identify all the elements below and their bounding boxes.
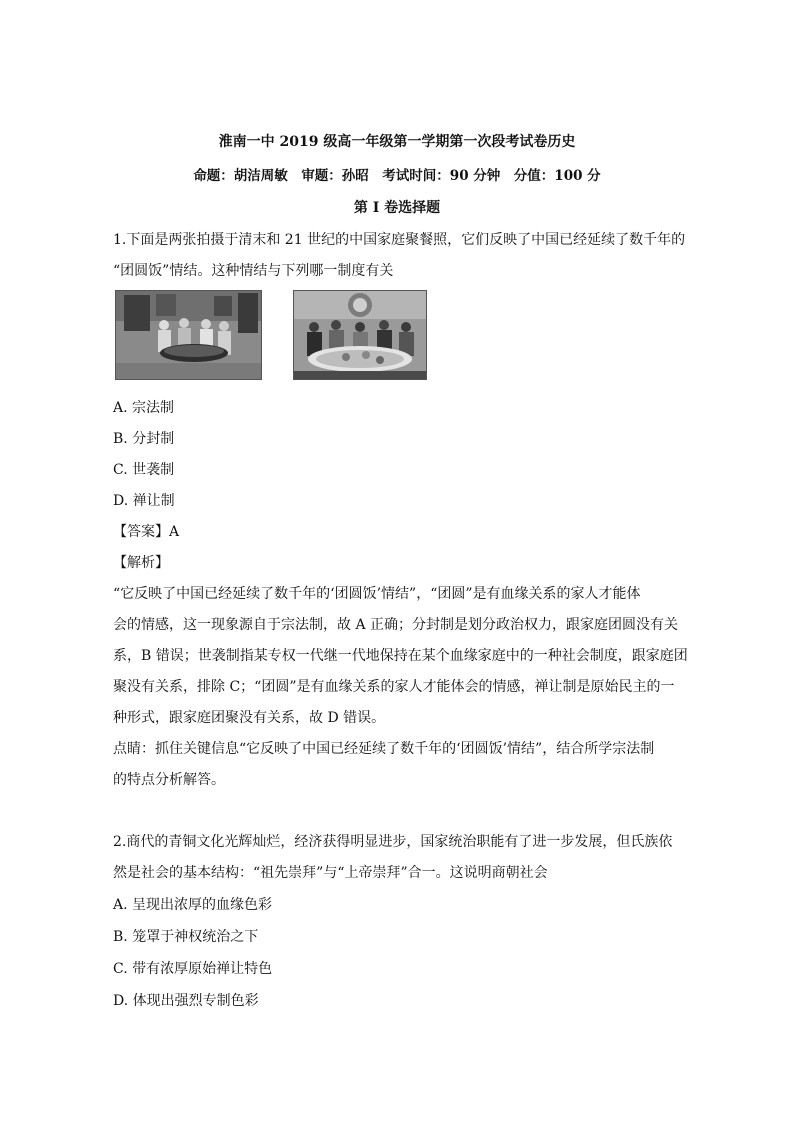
exam-title: 淮南一中 2019 级高一年级第一学期第一次段考试卷历史 xyxy=(218,134,576,150)
exam-meta: 命题：胡洁周敏 审题：孙昭 考试时间：90 分钟 分值：100 分 xyxy=(193,168,601,184)
q1-option-a: A. 宗法制 xyxy=(113,400,175,416)
q1-analysis-label: 【解析】 xyxy=(113,555,169,571)
q2-stem-line1: 2.商代的青铜文化光辉灿烂，经济获得明显进步，国家统治职能有了进一步发展，但氏族依 xyxy=(113,834,673,850)
qing-family-dinner-photo xyxy=(115,290,262,380)
q1-stem-line1: 1.下面是两张拍摄于清末和 21 世纪的中国家庭聚餐照，它们反映了中国已经延续了数千年的 xyxy=(113,232,686,248)
q2-option-b: B. 笼罩于神权统治之下 xyxy=(113,929,259,945)
q1-analysis-line1: “它反映了中国已经延续了数千年的‘团圆饭’情结”，“团圆”是有血缘关系的家人才能体 xyxy=(113,586,641,602)
q1-option-b: B. 分封制 xyxy=(113,431,175,447)
q1-tip-line2: 的特点分析解答。 xyxy=(113,772,225,788)
q2-option-c: C. 带有浓厚原始禅让特色 xyxy=(113,961,273,977)
q1-stem-line2: “团圆饭”情结。这种情结与下列哪一制度有关 xyxy=(113,263,394,279)
q1-analysis-line2: 会的情感，这一现象源自于宗法制，故 A 正确；分封制是划分政治权力，跟家庭团圆没有关 xyxy=(113,617,679,633)
q1-analysis-line4: 聚没有关系，排除 C；“团圆”是有血缘关系的家人才能体会的情感，禅让制是原始民主的一 xyxy=(113,679,675,695)
q1-analysis-line5: 种形式，跟家庭团聚没有关系，故 D 错误。 xyxy=(113,710,386,726)
q2-option-d: D. 体现出强烈专制色彩 xyxy=(113,993,259,1009)
section-heading: 第 Ⅰ 卷选择题 xyxy=(353,200,441,216)
q1-option-c: C. 世袭制 xyxy=(113,462,175,478)
q1-option-d: D. 禅让制 xyxy=(113,493,175,509)
q2-stem-line2: 然是社会的基本结构：“祖先崇拜”与“上帝崇拜”合一。这说明商朝社会 xyxy=(113,865,548,881)
q1-analysis-line3: 系，B 错误；世袭制指某专权一代继一代地保持在某个血缘家庭中的一种社会制度，跟家庭团 xyxy=(113,648,688,664)
q1-tip-line1: 点睛：抓住关键信息“它反映了中国已经延续了数千年的‘团圆饭’情结”，结合所学宗法制 xyxy=(113,741,655,757)
q1-answer: 【答案】A xyxy=(113,524,180,540)
q2-option-a: A. 呈现出浓厚的血缘色彩 xyxy=(113,897,273,913)
modern-family-dinner-photo xyxy=(293,290,427,380)
